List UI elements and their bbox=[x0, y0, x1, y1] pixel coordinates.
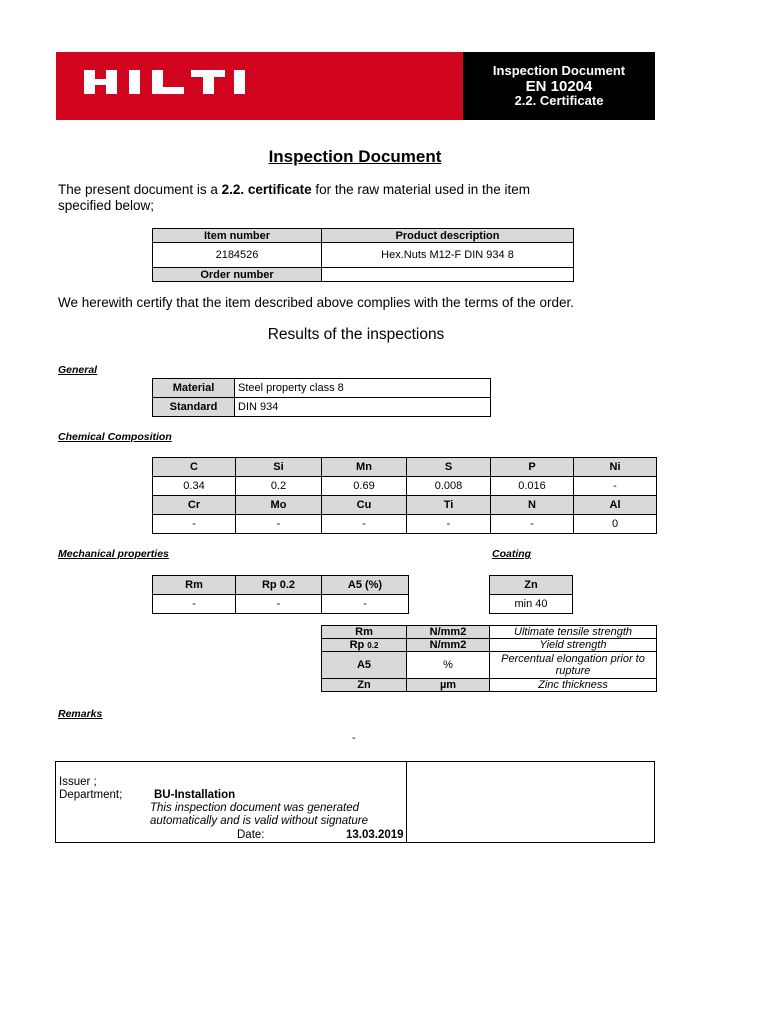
element-header: Al bbox=[574, 496, 657, 515]
element-value: - bbox=[322, 515, 407, 534]
element-value: - bbox=[407, 515, 491, 534]
intro-text-before: The present document is a bbox=[58, 182, 222, 197]
order-number-label: Order number bbox=[153, 268, 322, 282]
legend-symbol bbox=[322, 679, 407, 692]
department-value: BU-Installation bbox=[154, 789, 236, 801]
material-value: Steel property class 8 bbox=[235, 379, 491, 398]
coating-table bbox=[489, 575, 573, 614]
mechanical-value: - bbox=[236, 595, 322, 614]
order-number-value bbox=[322, 268, 574, 282]
element-header: Si bbox=[236, 458, 322, 477]
coating-header: Zn bbox=[490, 576, 573, 595]
legend-description: Percentual elongation prior to rupture bbox=[490, 652, 657, 679]
mechanical-header: Rp 0.2 bbox=[236, 576, 322, 595]
element-value: - bbox=[491, 515, 574, 534]
legend-description: Ultimate tensile strength bbox=[490, 626, 657, 639]
general-table bbox=[152, 378, 491, 417]
doc-type-line3: 2.2. Certificate bbox=[514, 93, 604, 108]
mechanical-header: A5 (%) bbox=[322, 576, 409, 595]
element-header: Mo bbox=[236, 496, 322, 515]
mechanical-properties-table bbox=[152, 575, 409, 614]
legend-symbol bbox=[322, 639, 407, 652]
legend-symbol-text: Rm bbox=[355, 626, 373, 638]
element-header: Ti bbox=[407, 496, 491, 515]
date-value: 13.03.2019 bbox=[346, 829, 404, 841]
doc-type-line1: Inspection Document bbox=[492, 63, 626, 78]
legend-description: Yield strength bbox=[490, 639, 657, 652]
mechanical-value: - bbox=[153, 595, 236, 614]
product-description-header: Product description bbox=[322, 229, 574, 243]
mechanical-section-title: Mechanical properties bbox=[58, 548, 169, 560]
element-header: S bbox=[407, 458, 491, 477]
general-section-title: General bbox=[58, 364, 98, 376]
legend-unit: µm bbox=[407, 679, 490, 692]
item-number-value: 2184526 bbox=[153, 243, 322, 268]
element-header: Mn bbox=[322, 458, 407, 477]
certification-statement: We herewith certify that the item described above complies with the terms of the order. bbox=[58, 295, 574, 310]
element-header: N bbox=[491, 496, 574, 515]
legend-symbol bbox=[322, 652, 407, 679]
department-label: Department; bbox=[59, 789, 123, 801]
validity-note-line2: automatically and is valid without signature bbox=[150, 815, 368, 827]
doc-type-line2: EN 10204 bbox=[525, 78, 593, 95]
mechanical-value: - bbox=[322, 595, 409, 614]
element-value: 0.34 bbox=[153, 477, 236, 496]
legend-symbol-text: Zn bbox=[357, 679, 371, 691]
material-label: Material bbox=[153, 379, 235, 398]
standard-value: DIN 934 bbox=[235, 398, 491, 417]
element-value: 0 bbox=[574, 515, 657, 534]
element-value: 0.2 bbox=[236, 477, 322, 496]
element-value: - bbox=[574, 477, 657, 496]
standard-label: Standard bbox=[153, 398, 235, 417]
remarks-value: - bbox=[352, 732, 356, 744]
results-title: Results of the inspections bbox=[267, 326, 445, 343]
mechanical-header: Rm bbox=[153, 576, 236, 595]
element-value: 0.008 bbox=[407, 477, 491, 496]
chemical-composition-table bbox=[152, 457, 657, 534]
element-header: C bbox=[153, 458, 236, 477]
page-title: Inspection Document bbox=[268, 147, 442, 166]
legend-unit: % bbox=[407, 652, 490, 679]
element-header: P bbox=[491, 458, 574, 477]
remarks-section-title: Remarks bbox=[58, 708, 103, 720]
item-number-header: Item number bbox=[153, 229, 322, 243]
element-value: 0.69 bbox=[322, 477, 407, 496]
legend-unit: N/mm2 bbox=[407, 626, 490, 639]
issuer-box-divider bbox=[406, 761, 407, 843]
validity-note-line1: This inspection document was generated bbox=[150, 802, 360, 814]
product-description-value: Hex.Nuts M12-F DIN 934 8 bbox=[322, 243, 574, 268]
element-header: Cu bbox=[322, 496, 407, 515]
legend-symbol-text: A5 bbox=[356, 659, 372, 671]
intro-certificate-type: 2.2. certificate bbox=[221, 182, 312, 197]
legend-unit: N/mm2 bbox=[407, 639, 490, 652]
issuer-label: Issuer ; bbox=[59, 776, 97, 788]
element-value: - bbox=[236, 515, 322, 534]
legend-symbol bbox=[322, 626, 407, 639]
legend-symbol-subscript: 0.2 bbox=[367, 641, 379, 650]
hilti-logo bbox=[84, 70, 256, 94]
intro-text-after: for the raw material used in the item specified below; bbox=[58, 182, 531, 213]
chemical-section-title: Chemical Composition bbox=[58, 431, 172, 443]
coating-value: min 40 bbox=[490, 595, 573, 614]
units-legend-table bbox=[321, 625, 657, 692]
legend-description: Zinc thickness bbox=[490, 679, 657, 692]
coating-section-title: Coating bbox=[492, 548, 532, 560]
element-value: 0.016 bbox=[491, 477, 574, 496]
item-table bbox=[152, 228, 574, 282]
element-header: Cr bbox=[153, 496, 236, 515]
date-label: Date: bbox=[237, 829, 265, 841]
element-value: - bbox=[153, 515, 236, 534]
element-header: Ni bbox=[574, 458, 657, 477]
legend-symbol-text: Rp bbox=[349, 639, 365, 651]
document-type-box bbox=[463, 52, 655, 120]
intro-paragraph bbox=[58, 182, 578, 214]
